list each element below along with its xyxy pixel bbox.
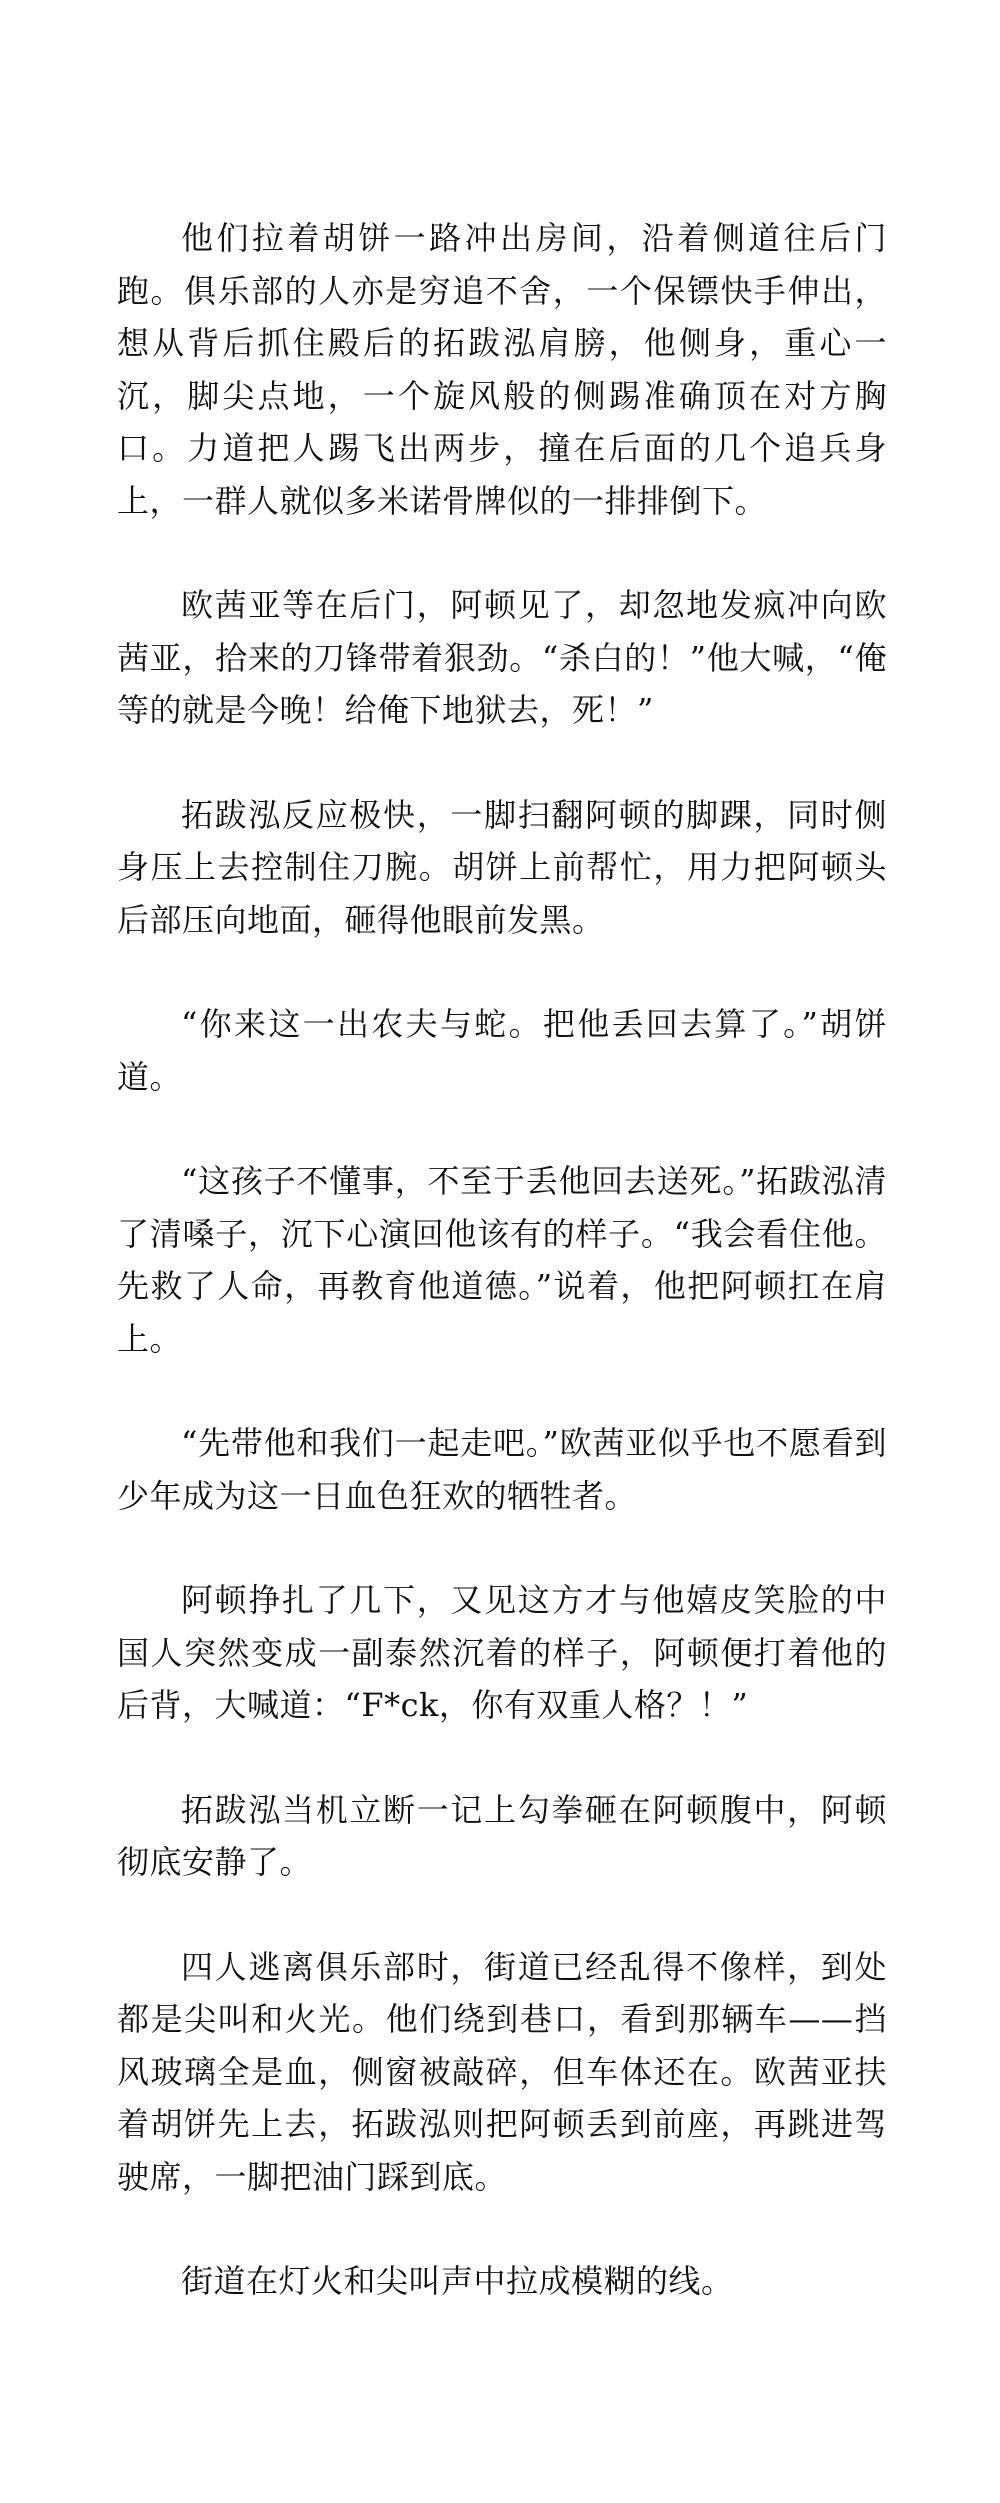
paragraph: “先带他和我们一起走吧。”欧茜亚似乎也不愿看到少年成为这一日血色狂欢的牺牲者。: [117, 1424, 887, 1515]
paragraph: 拓跋泓反应极快，一脚扫翻阿顿的脚踝，同时侧身压上去控制住刀腕。胡饼上前帮忙，用力把阿顿头后部压向地面，砸得他眼前发黑。: [117, 795, 887, 939]
paragraph: 拓跋泓当机立断一记上勾拳砸在阿顿腹中，阿顿彻底安静了。: [117, 1790, 887, 1881]
paragraph: 阿顿挣扎了几下，又见这方才与他嬉皮笑脸的中国人突然变成一副泰然沉着的样子，阿顿便打着他的后背，大喊道：“F*ck，你有双重人格？！”: [117, 1581, 887, 1724]
paragraph: 欧茜亚等在后门，阿顿见了，却忽地发疯冲向欧茜亚，拾来的刀锋带着狠劲。“杀白的！”他大喊，“俺等的就是今晚！给俺下地狱去，死！”: [117, 586, 887, 729]
paragraph: 街道在灯火和尖叫声中拉成模糊的线。: [181, 2262, 734, 2300]
paragraph: “这孩子不懂事，不至于丢他回去送死。”拓跋泓清了清嗓子，沉下心演回他该有的样子。“我会看住他。先救了人命，再教育他道德。”说着，他把阿顿扛在肩上。: [117, 1162, 887, 1358]
paragraph: 四人逃离俱乐部时，街道已经乱得不像样，到处都是尖叫和火光。他们绕到巷口，看到那辆车——挡风玻璃全是血，侧窗被敲碎，但车体还在。欧茜亚扶着胡饼先上去，拓跋泓则把阿顿丢到前座，再跳进驾驶席，一脚把油门踩到底。: [117, 1947, 887, 2196]
paragraph: 他们拉着胡饼一路冲出房间，沿着侧道往后门跑。俱乐部的人亦是穷追不舍，一个保镖快手伸出，想从背后抓住殿后的拓跋泓肩膀，他侧身，重心一沉，脚尖点地，一个旋风般的侧踢准确顶在对方胸口。力道把人踢飞出两步，撞在后面的几个追兵身上，一群人就似多米诺骨牌似的一排排倒下。: [117, 219, 887, 520]
paragraph: “你来这一出农夫与蛇。把他丢回去算了。”胡饼道。: [117, 1005, 887, 1096]
article-body: [117, 212, 887, 2360]
